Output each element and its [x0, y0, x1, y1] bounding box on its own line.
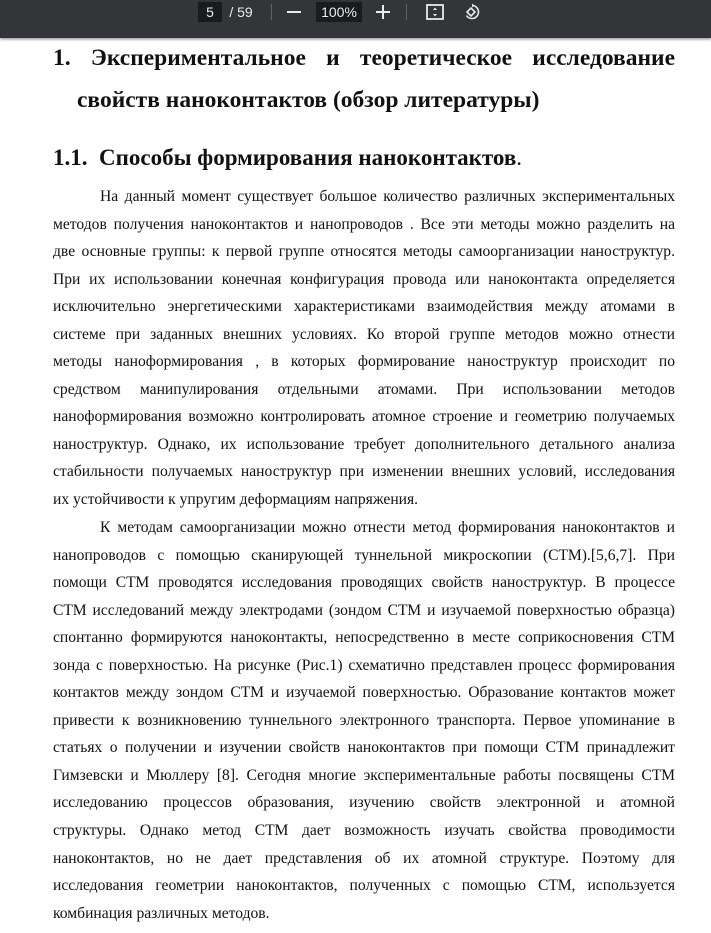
- zoom-out-button[interactable]: [283, 0, 305, 24]
- text-line: их устойчивости к упругим деформациям напряжения.: [53, 491, 419, 509]
- section-title: Способы формирования наноконтактов: [99, 145, 517, 170]
- text-line: зонда с поверхностью. На рисунке (Рис.1) схематично представлен процесс формирования: [53, 656, 675, 674]
- total-pages: / 59: [229, 4, 253, 20]
- text-line: стабильности получаемых наноструктур при изменении внешних условий, исследования: [53, 463, 675, 481]
- text-line: Гимзевски и Мюллеру [8]. Сегодня многие экспериментальные работы посвящены СТМ: [53, 766, 675, 784]
- text-line: методов получения наноконтактов и нанопроводов . Все эти методы можно разделить на: [53, 215, 675, 233]
- text-line: исключительно энергетическими характеристиками взаимодействия между атомами в: [53, 298, 675, 316]
- text-line: наноконтактов, но не дает представления об их атомной структуре. Поэтому для: [53, 849, 675, 867]
- fit-page-button[interactable]: [423, 0, 447, 24]
- text-line: СТМ исследований между электродами (зондом СТМ и изучаемой поверхностью образца): [53, 601, 675, 619]
- section-number: 1.1.: [53, 145, 88, 170]
- text-line: помощи СТМ проводятся исследования проводящих свойств наноструктур. В процессе: [53, 574, 675, 592]
- text-line: две основные группы: к первой группе относятся методы самоорганизации наноструктур.: [53, 243, 675, 261]
- text-line: привести к возникновению туннельного электронного транспорта. Первое упоминание в: [53, 711, 675, 729]
- fit-page-icon: [426, 4, 444, 20]
- paragraph: [53, 183, 675, 514]
- text-line: наноструктур. Однако, их использование требует дополнительного детального анализа: [53, 435, 675, 453]
- chapter-number: 1.: [53, 45, 71, 71]
- chapter-title-line: свойств наноконтактов (обзор литературы): [77, 87, 540, 113]
- text-line: статьях о получении и изучении свойств наноконтактов при помощи СТМ принадлежит: [53, 739, 675, 757]
- text-line: При их использовании конечная конфигурация провода или наноконтакта определяется: [53, 270, 675, 288]
- text-line: нанопроводов с помощью сканирующей туннельной микроскопии (СТМ).[5,6,7]. При: [53, 546, 675, 564]
- separator: [271, 4, 272, 20]
- text-line: исследованию процессов образования, изучению свойств электронной и атомной: [53, 794, 675, 812]
- text-line: методы наноформирования , в которых формирование наноструктур происходит по: [53, 353, 675, 371]
- text-line: структуры. Однако метод СТМ дает возможность изучать свойства проводимости: [53, 822, 675, 840]
- zoom-in-button[interactable]: [372, 0, 394, 24]
- text-line: системе при заданных внешних условиях. Ко второй группе методов можно отнести: [53, 325, 675, 343]
- section-title-period: .: [516, 145, 523, 170]
- text-line: комбинация различных методов.: [53, 904, 270, 922]
- rotate-button[interactable]: [460, 0, 484, 24]
- text-line: На данный момент существует большое количество различных экспериментальных: [100, 188, 675, 205]
- text-line: спонтанно формируются наноконтакты, непосредственно в месте соприкосновения СТМ: [53, 629, 675, 647]
- pdf-toolbar: [0, 0, 711, 38]
- rotate-icon: [463, 3, 481, 21]
- separator: [406, 4, 407, 20]
- chapter-title-line: Экспериментальное и теоретическое исследование: [90, 45, 675, 71]
- text-line: наноформирования возможно контролировать атомное строение и геометрию получаемых: [53, 408, 675, 426]
- paragraph: [53, 514, 675, 927]
- zoom-level-input[interactable]: 100%: [316, 2, 362, 22]
- section-heading: [53, 145, 522, 171]
- plus-icon: [376, 5, 390, 19]
- text-line: исследования геометрии наноконтактов, полученных с помощью СТМ, используется: [53, 877, 675, 895]
- minus-icon: [287, 5, 301, 19]
- text-line: средством манипулирования отдельными атомами. При использовании методов: [53, 380, 675, 398]
- text-line: контактов между зондом СТМ и изучаемой поверхностью. Образование контактов может: [53, 684, 675, 702]
- chapter-heading: [53, 42, 675, 116]
- page-number-input[interactable]: 5: [198, 2, 222, 22]
- text-line: К методам самоорганизации можно отнести метод формирования наноконтактов и: [100, 519, 675, 536]
